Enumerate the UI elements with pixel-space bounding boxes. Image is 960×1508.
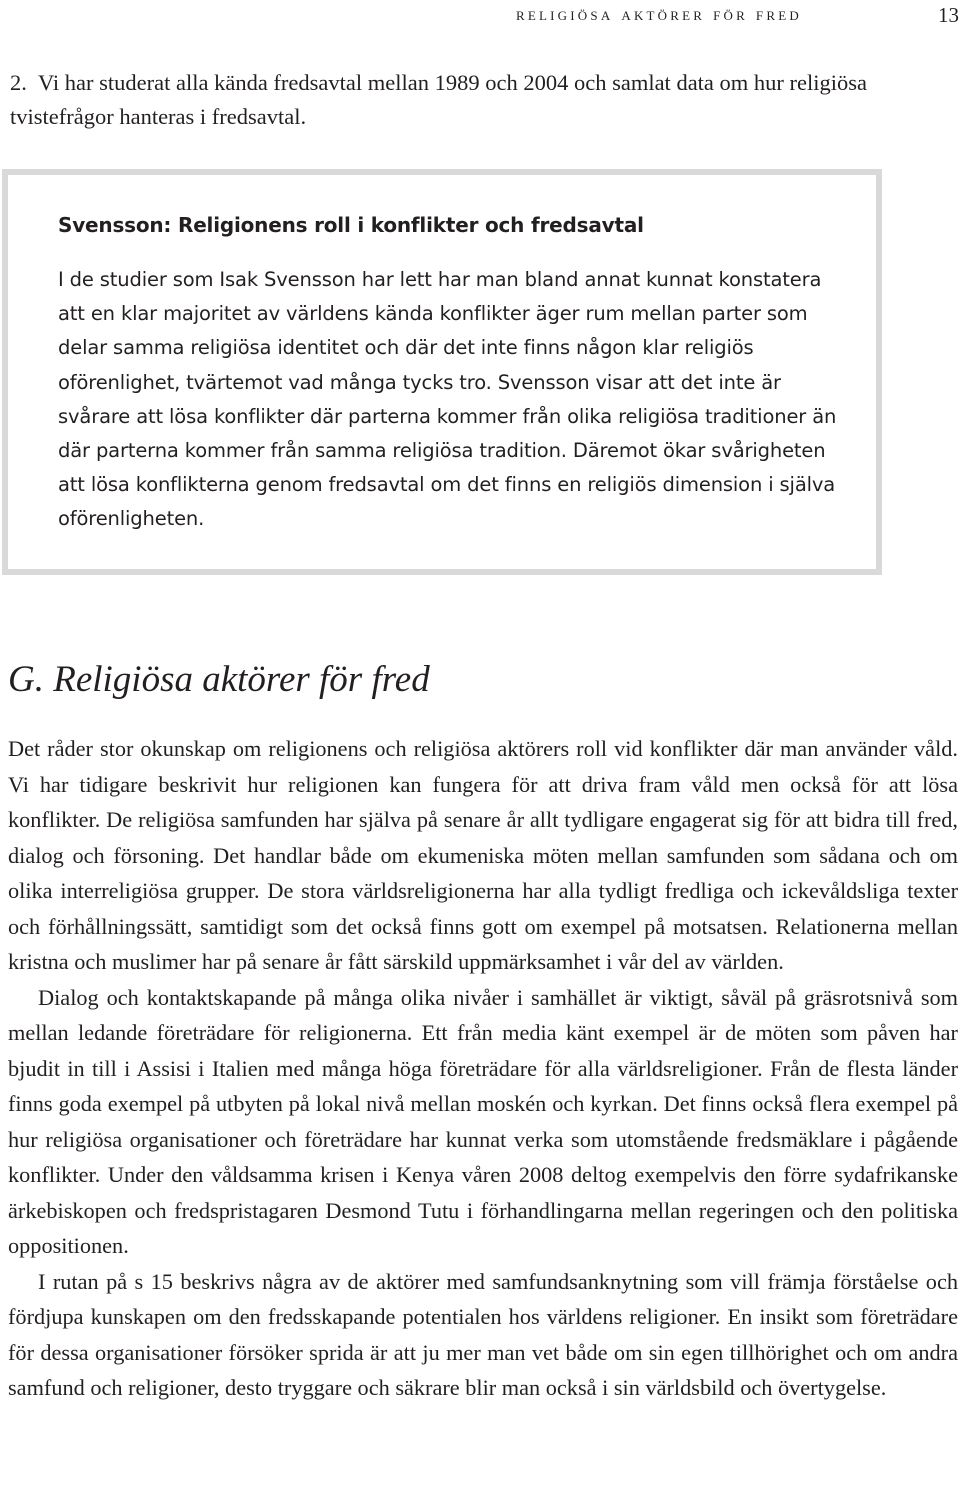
section-heading: G. Religiösa aktörer för fred: [8, 659, 430, 700]
running-title: religiösa aktörer för fred: [516, 4, 802, 25]
paragraph: Det råder stor okunskap om religionens och religiösa aktörers roll vid konflikter där man använder våld. Vi har tidigare beskrivit hur religionen kan fungera för att driva fram våld men också för att lösa konflikter. De religiösa samfunden har själva på senare år allt tydligare engagerat sig för att bidra till fred, dialog och försoning. Det handlar både om ekumeniska möten mellan samfunden som sådana och om olika interreligiösa grupper. De stora världsreligionerna har alla tydligt fredliga och ickevåldsliga texter och förhållningssätt, samtidigt som det också finns gott om exempel på motsatsen. Relationerna mellan kristna och muslimer har på senare år fått särskild uppmärksamhet i vår del av världen.: [8, 736, 958, 974]
paragraph: I rutan på s 15 beskrivs några av de aktörer med samfundsanknytning som vill främja förståelse och fördjupa kunskapen om den fredsskapande potentialen hos världens religioner. En insikt som företrädare för dessa organisationer försöker sprida är att ju mer man vet både om sin egen tillhörighet och om andra samfund och religioner, desto tryggare och säkrare blir man också i sin världsbild och övertygelse.: [8, 1268, 958, 1400]
fact-box-body: I de studier som Isak Svensson har lett har man bland annat kunnat konstatera att en klar majoritet av världens kända konflikter äger rum mellan parter som delar samma religiösa identitet och där det inte finns någon klar religiös oförenlighet, tvärtemot vad många tycks tro. Svensson visar att det inte är svårare att lösa konflikter där parterna kommer från olika religiösa traditioner än där parterna kommer från samma religiösa tradition. Däremot ökar svårigheten att lösa konflikterna genom fredsavtal om det finns en religiös dimension i själva oförenligheten.: [58, 268, 837, 531]
fact-box-title: Svensson: Religionens roll i konflikter och fredsavtal: [58, 213, 644, 237]
page-number: 13: [938, 3, 959, 27]
running-header: [0, 2, 960, 32]
section-body: [8, 731, 958, 1406]
paragraph: Dialog och kontaktskapande på många olika nivåer i samhället är viktigt, såväl på gräsrotsnivå som mellan ledande företrädare för religionerna. Ett från media känt exempel är de möten som påven har bjudit in till i Assisi i Italien med många höga företrädare för alla världsreligioner. Från de flesta länder finns goda exempel på utbyten på lokal nivå mellan moskén och kyrkan. Det finns också flera exempel på hur religiösa organisationer och företrädare har kunnat verka som utomstående fredsmäklare i pågående konflikter. Under den våldsamma krisen i Kenya våren 2008 deltog exempelvis den förre sydafrikanske ärkebiskopen och fredspristagaren Desmond Tutu i förhandlingarna mellan regeringen och den politiska oppositionen.: [8, 984, 958, 1258]
list-item-number: 2.: [10, 70, 27, 95]
fact-box: [2, 169, 882, 575]
list-item-text: Vi har studerat alla kända fredsavtal mellan 1989 och 2004 och samlat data om hur religiösa tvistefrågor hanteras i fredsavtal.: [10, 70, 868, 129]
numbered-list-item: [10, 66, 950, 134]
